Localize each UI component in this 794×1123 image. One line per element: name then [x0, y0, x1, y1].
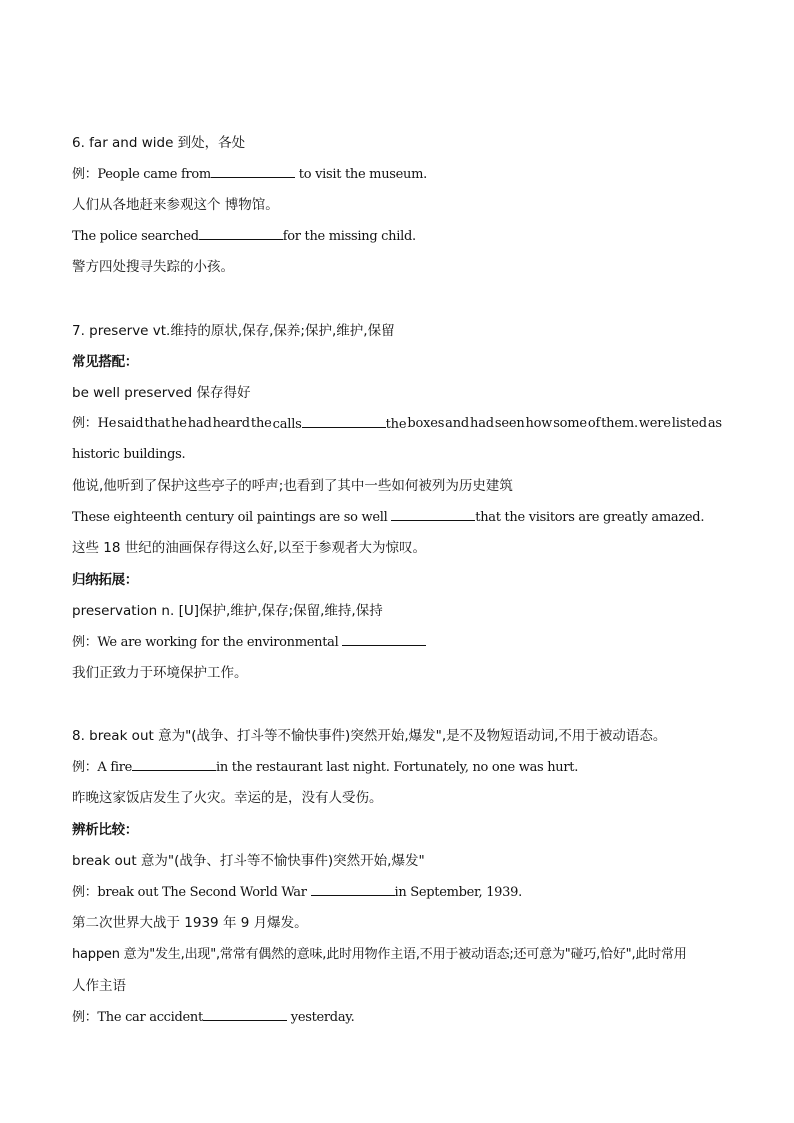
answer-blank [342, 633, 426, 646]
word: had [470, 416, 494, 431]
item8-compare2-continued: 人作主语 [72, 978, 126, 994]
word: 例：He [72, 416, 117, 431]
word: them. [601, 416, 638, 431]
answer-blank [391, 508, 475, 521]
item7-example3-pre: 例：We are working for the environmental [72, 635, 343, 650]
word: of [587, 416, 601, 431]
item8-example2-translation: 第二次世界大战于 1939 年 9 月爆发。 [72, 915, 308, 931]
item8-example2-post: in September, 1939. [394, 885, 522, 900]
item8-example1-post: in the restaurant last night. Fortunately, no one was hurt. [216, 760, 579, 775]
item7-example1 [72, 415, 722, 434]
item7-collocation: be well preserved 保存得好 [72, 385, 251, 401]
answer-blank [211, 165, 295, 178]
answer-blank [199, 227, 283, 240]
word: that [144, 416, 171, 431]
item8-compare-title: 辨析比较： [72, 822, 138, 838]
item8-example3-pre: 例：The car accident [72, 1010, 203, 1025]
item8-example3-post: yesterday. [286, 1010, 355, 1025]
item7-example2-pre: These eighteenth century oil paintings are so well [72, 510, 392, 525]
word-with-blank [273, 415, 407, 434]
item6-example2-pre: The police searched [72, 229, 199, 244]
item6-example2-translation: 警方四处搜寻失踪的小孩。 [72, 259, 234, 275]
item8-compare2: happen 意为"发生,出现",常常有偶然的意味,此时用物作主语,不用于被动语态;还可意为"碰巧,恰好",此时常用 [72, 947, 687, 962]
item8-example1 [72, 758, 578, 777]
item7-example2-post: that the visitors are greatly amazed. [475, 510, 705, 525]
word: heard [212, 416, 250, 431]
item6-heading: 6. far and wide 到处，各处 [72, 135, 246, 151]
item7-extension: preservation n. [U]保护,维护,保存;保留,维持,保持 [72, 603, 383, 619]
word: seen [494, 416, 525, 431]
item6-example2-post: for the missing child. [282, 229, 416, 244]
item8-example2-pre: 例：break out The Second World War [72, 885, 311, 900]
item7-example2 [72, 508, 704, 527]
word: said [117, 416, 144, 431]
item6-example1-translation: 人们从各地赶来参观这个 博物馆。 [72, 197, 279, 213]
item6-example1-pre: 例：People came from [72, 167, 211, 182]
word: the [250, 416, 272, 431]
word: boxes [407, 416, 445, 431]
item7-example2-translation: 这些 18 世纪的油画保存得这么好,以至于参观者大为惊叹。 [72, 540, 427, 556]
word: had [187, 416, 212, 431]
word: and [445, 416, 470, 431]
answer-blank [311, 883, 395, 896]
word: how [525, 416, 553, 431]
item7-collocation-title: 常见搭配： [72, 354, 138, 370]
item8-example1-pre: 例：A fire [72, 760, 132, 775]
item6-example2 [72, 227, 416, 246]
answer-blank [203, 1008, 287, 1021]
item6-example1-post: to visit the museum. [294, 167, 427, 182]
word: as [707, 416, 722, 431]
item8-compare1: break out 意为"(战争、打斗等不愉快事件)突然开始,爆发" [72, 853, 425, 869]
word: listed [671, 416, 707, 431]
item8-example2 [72, 883, 522, 902]
item8-heading: 8. break out 意为"(战争、打斗等不愉快事件)突然开始,爆发",是不及物短语动词,不用于被动语态。 [72, 728, 667, 744]
word: were [638, 416, 671, 431]
item7-example1-translation: 他说,他听到了保护这些亭子的呼声;也看到了其中一些如何被列为历史建筑 [72, 478, 513, 494]
item7-example3 [72, 633, 426, 652]
answer-blank [302, 415, 386, 428]
item8-example3 [72, 1008, 354, 1027]
item6-example1 [72, 165, 427, 184]
word: some [553, 416, 587, 431]
item7-heading: 7. preserve vt.维持的原状,保存,保养;保护,维护,保留 [72, 323, 395, 339]
item8-example1-translation: 昨晚这家饭店发生了火灾。幸运的是，没有人受伤。 [72, 790, 383, 806]
item7-example1-continued: historic buildings. [72, 447, 186, 462]
word: the [385, 417, 407, 432]
word: he [171, 416, 187, 431]
item7-example3-translation: 我们正致力于环境保护工作。 [72, 665, 248, 681]
answer-blank [132, 758, 216, 771]
item7-extension-title: 归纳拓展： [72, 572, 138, 588]
word: calls [272, 417, 302, 432]
